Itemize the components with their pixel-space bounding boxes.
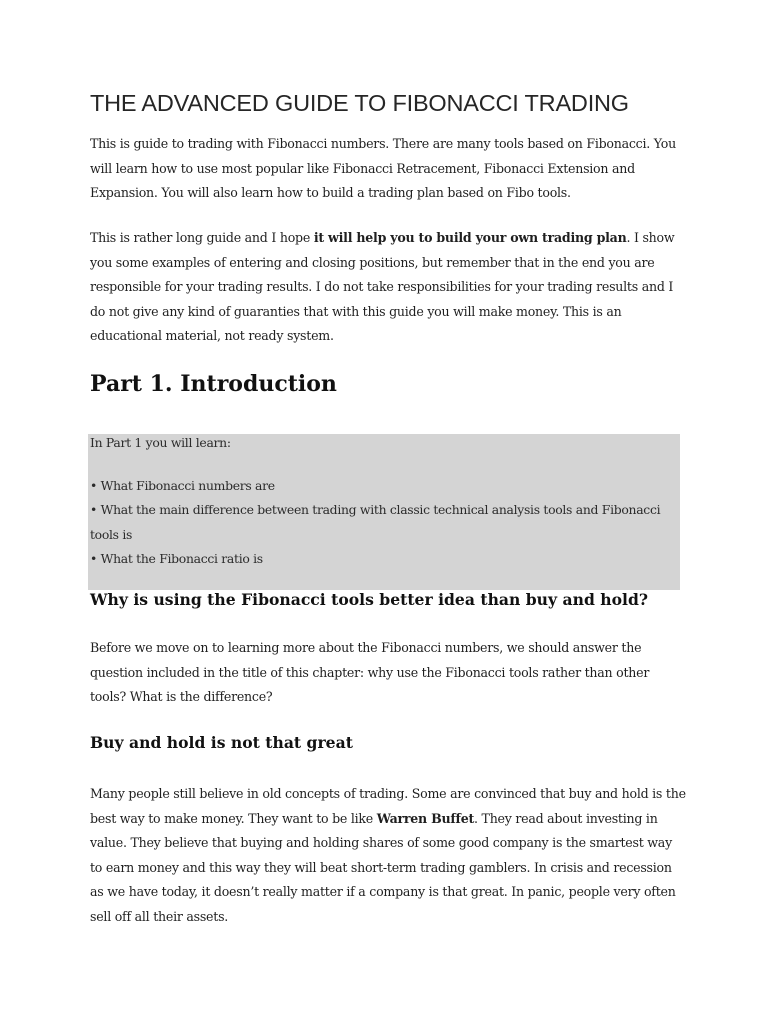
section1-paragraph: Before we move on to learning more about the Fibonacci numbers, we should answer the question included in the title of this chapter: why use the Fibonacci tools rather than other tools? What is the difference? (90, 640, 650, 705)
learn-box-intro: In Part 1 you will learn: (90, 435, 231, 450)
second-paragraph (90, 226, 686, 349)
intro-paragraph: This is guide to trading with Fibonacci numbers. There are many tools based on Fibonacci. You will learn how to use most popular like Fibonacci Retracement, Fibonacci Extension and Expansion. You will also learn how to build a trading plan based on Fibo tools. (90, 136, 676, 201)
learn-box-item: • What the main difference between trading with classic technical analysis tools and Fibonacci tools is (90, 502, 661, 542)
part1-heading: Part 1. Introduction (90, 371, 337, 397)
section2-paragraph-text-end: . They read about investing in value. They believe that buying and holding shares of some good company is the smartest way to earn money and this way they will beat short-term trading gamblers. In crisis and recession as we have today, it doesn’t really matter if a company is that great. In panic, people very often sell off all their assets. (90, 810, 676, 924)
learn-box-item: • What the Fibonacci ratio is (90, 551, 263, 566)
section1-heading: Why is using the Fibonacci tools better idea than buy and hold? (90, 590, 648, 609)
second-paragraph-text-start: This is rather long guide and I hope (90, 230, 314, 245)
section2-paragraph (90, 782, 686, 930)
document-title: THE ADVANCED GUIDE TO FIBONACCI TRADING (90, 90, 629, 116)
section2-heading: Buy and hold is not that great (90, 733, 353, 752)
section2-paragraph-bold: Warren Buffet (376, 810, 475, 826)
learn-box (88, 434, 680, 590)
section2-paragraph-text-start: Many people still believe in old concepts of trading. Some are convinced that buy and hold is the best way to make money. They want to be like (90, 786, 686, 826)
learn-box-item: • What Fibonacci numbers are (90, 478, 275, 493)
second-paragraph-bold: it will help you to build your own trading plan (313, 230, 627, 245)
second-paragraph-text-end: . I show you some examples of entering and closing positions, but remember that in the end you are responsible for your trading results. I do not take responsibilities for your trading results and I do not give any kind of guaranties that with this guide you will make money. This is an educational material, not ready system. (90, 230, 675, 344)
